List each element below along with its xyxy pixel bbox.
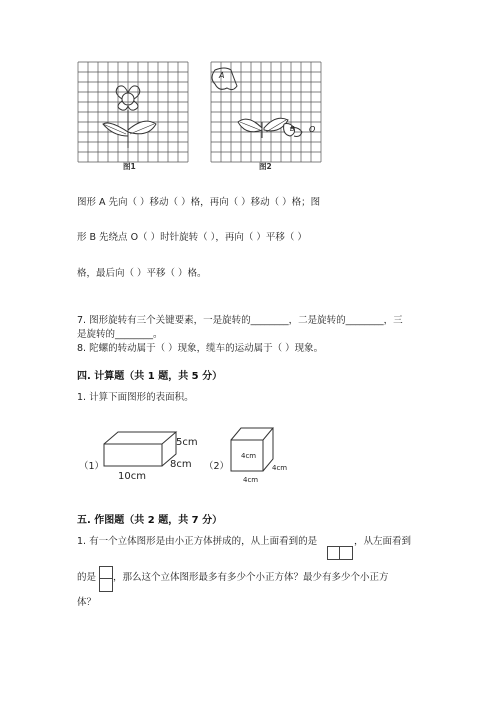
cube-side-label: 4cm	[272, 464, 288, 472]
section-4-heading: 四. 计算题（共 1 题，共 5 分）	[77, 371, 223, 382]
section-4-q1: 1. 计算下面图形的表面积。	[77, 392, 194, 403]
label-b: B	[290, 125, 295, 133]
top-view-square-2	[339, 546, 353, 560]
cuboid-width-label: 8cm	[170, 459, 192, 470]
figure-2-caption: 图2	[259, 162, 272, 171]
q8-text: 8. 陀螺的转动属于（ ）现象，缆车的运动属于（ ）现象。	[77, 343, 324, 354]
cube-bottom-label: 4cm	[243, 476, 259, 484]
section-5-q1-line-3: 体？	[77, 597, 97, 608]
cube-front-label: 4cm	[241, 452, 257, 460]
figure-1-caption: 图1	[123, 162, 136, 171]
q7-line-1: 7. 图形旋转有三个关键要素，一是旋转的________，二是旋转的________，三	[77, 315, 403, 326]
label-o: O	[309, 125, 316, 134]
cuboid-height-label: 5cm	[176, 437, 198, 448]
section-5-heading: 五. 作图题（共 2 题，共 7 分）	[77, 515, 223, 526]
q6-line-1: 图形 A 先向（ ）移动（ ）格，再向（ ）移动（ ）格；图	[77, 197, 321, 208]
section-5-q1-line-2-end: ，那么这个立体图形最多有多少个小正方体？最少有多少个小正方	[113, 572, 389, 583]
label-a: A	[219, 71, 225, 80]
left-view-square-2	[99, 578, 113, 592]
figure-num-2: （2）	[204, 461, 230, 472]
q7-line-2: 是旋转的________。	[77, 329, 163, 340]
section-5-q1-line-2-start: 的是	[77, 572, 97, 583]
cuboid-length-label: 10cm	[118, 471, 146, 482]
q6-line-3: 格，最后向（ ）平移（ ）格。	[77, 268, 207, 279]
q6-line-2: 形 B 先绕点 O（ ）时针旋转（ ），再向（ ）平移（ ）	[77, 232, 307, 243]
section-5-q1-line-1: 1. 有一个立体图形是由小正方体拼成的，从上面看到的是	[77, 536, 318, 547]
figure-num-1: （1）	[79, 461, 105, 472]
section-5-q1-line-1-end: ，从左面看到	[354, 536, 412, 547]
